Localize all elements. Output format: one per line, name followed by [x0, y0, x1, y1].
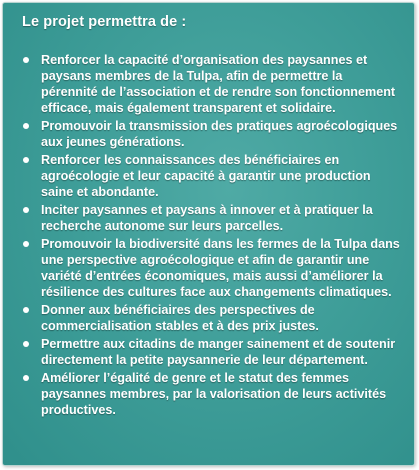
list-item: [3, 202, 414, 234]
list-item-text: Renforcer les connaissances des bénéficiaires en agroécologie et leur capacité à garantir une production saine et abondante.: [41, 153, 371, 199]
bullet-dot-icon: [23, 207, 29, 213]
list-item-text: Permettre aux citadins de manger sainement et de soutenir directement la petite paysannerie de leur département.: [41, 337, 396, 367]
objectives-card: [2, 2, 415, 466]
bullet-dot-icon: [23, 157, 29, 163]
bullet-dot-icon: [23, 123, 29, 129]
card-heading: Le projet permettra de :: [22, 14, 187, 30]
list-item-text: Donner aux bénéficiaires des perspectives de commercialisation stables et à des prix justes.: [41, 303, 319, 333]
list-item-text: Promouvoir la biodiversité dans les fermes de la Tulpa dans une perspective agroécologique et afin de garantir une variété d’entrées économiques, mais aussi d’améliorer la résilience des cultures face aux changements climatiques.: [41, 237, 400, 299]
list-item: [3, 302, 414, 334]
list-item: [3, 370, 414, 418]
bullet-dot-icon: [23, 375, 29, 381]
bullet-dot-icon: [23, 57, 29, 63]
bullet-dot-icon: [23, 341, 29, 347]
list-item: [3, 336, 414, 368]
list-item: [3, 118, 414, 150]
list-item: [3, 52, 414, 116]
bullet-dot-icon: [23, 307, 29, 313]
list-item-text: Promouvoir la transmission des pratiques agroécologiques aux jeunes générations.: [41, 119, 398, 149]
list-item: [3, 152, 414, 200]
bullet-dot-icon: [23, 241, 29, 247]
list-item-text: Améliorer l’égalité de genre et le statut des femmes paysannes membres, par la valorisation de leurs activités productives.: [41, 371, 387, 417]
list-item-text: Inciter paysannes et paysans à innover et à pratiquer la recherche autonome sur leurs parcelles.: [41, 203, 373, 233]
list-item: [3, 236, 414, 300]
objectives-list: [3, 52, 414, 420]
list-item-text: Renforcer la capacité d’organisation des paysannes et paysans membres de la Tulpa, afin de permettre la pérennité de l’association et de rendre son fonctionnement efficace, mais également transparent et solidaire.: [41, 53, 396, 115]
